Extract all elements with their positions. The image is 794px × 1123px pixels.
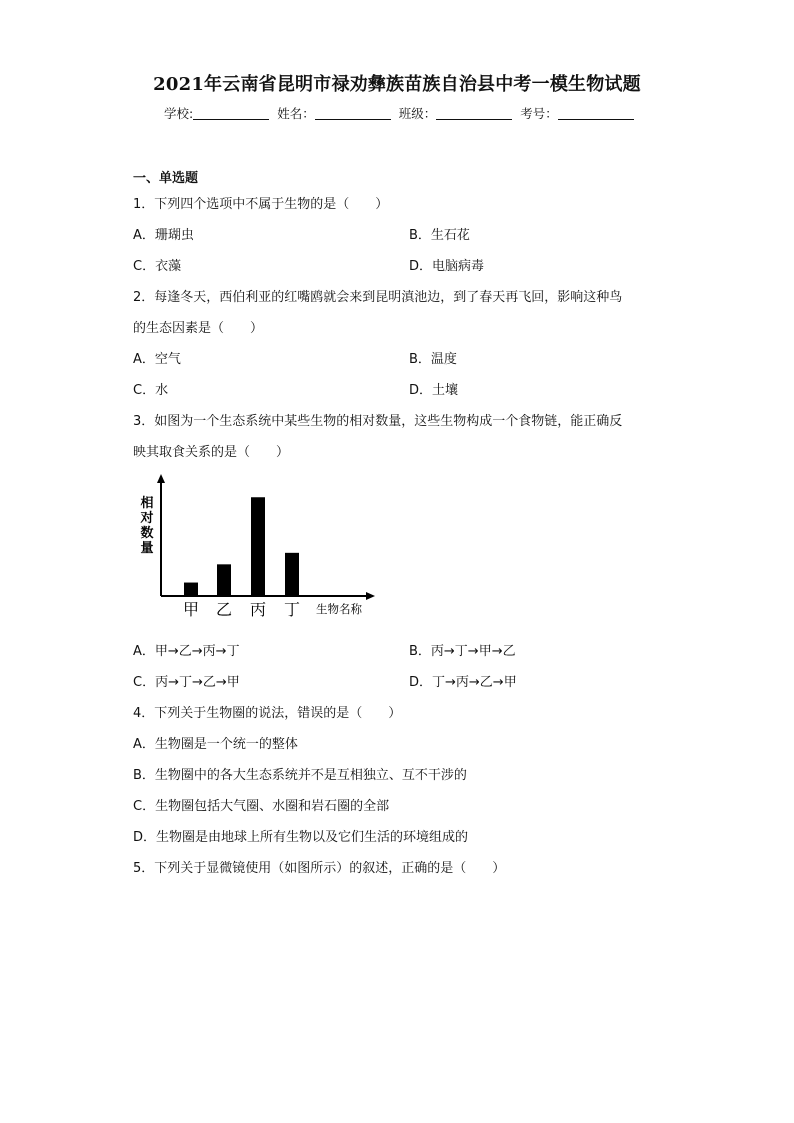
q1-option-d[interactable]: D．电脑病毒 [409, 259, 485, 274]
y-axis-label-char-1: 对 [140, 511, 154, 526]
q3-option-a[interactable]: A．甲→乙→丙→丁 [133, 644, 240, 659]
y-axis-arrow [157, 474, 165, 483]
q1-option-c[interactable]: C．衣藻 [133, 259, 182, 274]
class-blank[interactable] [436, 107, 512, 120]
q1-option-b[interactable]: B．生石花 [409, 228, 470, 243]
bar-2 [251, 497, 265, 595]
q1-option-a[interactable]: A．珊瑚虫 [133, 228, 194, 243]
school-label: 学校: [164, 106, 194, 121]
category-label-2: 丙 [249, 600, 267, 619]
bar-0 [184, 583, 198, 595]
q4-option-b[interactable]: B．生物圈中的各大生态系统并不是互相独立、互不干涉的 [133, 768, 467, 783]
name-blank[interactable] [315, 107, 391, 120]
q2-option-d[interactable]: D．土壤 [409, 383, 459, 398]
q1-stem: 1．下列四个选项中不属于生物的是（ ） [133, 197, 389, 212]
q2-stem-line1: 2．每逢冬天，西伯利亚的红嘴鸥就会来到昆明滇池边，到了春天再飞回，影响这种鸟 [133, 290, 623, 305]
number-label: 考号： [520, 106, 558, 121]
q4-stem: 4．下列关于生物圈的说法，错误的是（ ） [133, 706, 402, 721]
class-label: 班级： [398, 106, 437, 121]
q3-option-d[interactable]: D．丁→丙→乙→甲 [409, 675, 517, 690]
q3-stem-line2: 映其取食关系的是（ ） [133, 445, 290, 460]
q3-stem-line1: 3．如图为一个生态系统中某些生物的相对数量，这些生物构成一个食物链，能正确反 [133, 414, 623, 429]
x-axis-arrow [366, 592, 375, 600]
category-label-3: 丁 [283, 600, 301, 619]
school-blank[interactable] [193, 107, 269, 120]
q4-option-d[interactable]: D．生物圈是由地球上所有生物以及它们生活的环境组成的 [133, 830, 469, 845]
population-bar-chart [130, 472, 390, 622]
q2-stem-line2: 的生态因素是（ ） [133, 321, 264, 336]
q2-option-b[interactable]: B．温度 [409, 352, 457, 367]
name-label: 姓名： [277, 106, 315, 121]
x-axis-label: 生物名称 [316, 602, 362, 616]
number-blank[interactable] [558, 107, 634, 120]
page-title: 2021年云南省昆明市禄劝彝族苗族自治县中考一模生物试题 [153, 74, 641, 95]
q2-option-c[interactable]: C．水 [133, 383, 169, 398]
q5-stem: 5．下列关于显微镜使用（如图所示）的叙述，正确的是（ ） [133, 861, 506, 876]
bar-1 [217, 564, 231, 595]
y-axis-label-char-2: 数 [140, 526, 154, 541]
q4-option-a[interactable]: A．生物圈是一个统一的整体 [133, 737, 298, 752]
q3-option-b[interactable]: B．丙→丁→甲→乙 [409, 644, 516, 659]
category-label-0: 甲 [182, 600, 200, 619]
y-axis-label-char-0: 相 [140, 496, 154, 511]
y-axis-label [139, 495, 153, 556]
y-axis-label-char-3: 量 [140, 541, 154, 556]
section-heading: 一、单选题 [133, 171, 199, 186]
q2-option-a[interactable]: A．空气 [133, 352, 181, 367]
student-info-line [164, 104, 638, 122]
q4-option-c[interactable]: C．生物圈包括大气圈、水圈和岩石圈的全部 [133, 799, 390, 814]
bar-3 [285, 553, 299, 595]
q3-option-c[interactable]: C．丙→丁→乙→甲 [133, 675, 240, 690]
category-label-1: 乙 [215, 600, 233, 619]
